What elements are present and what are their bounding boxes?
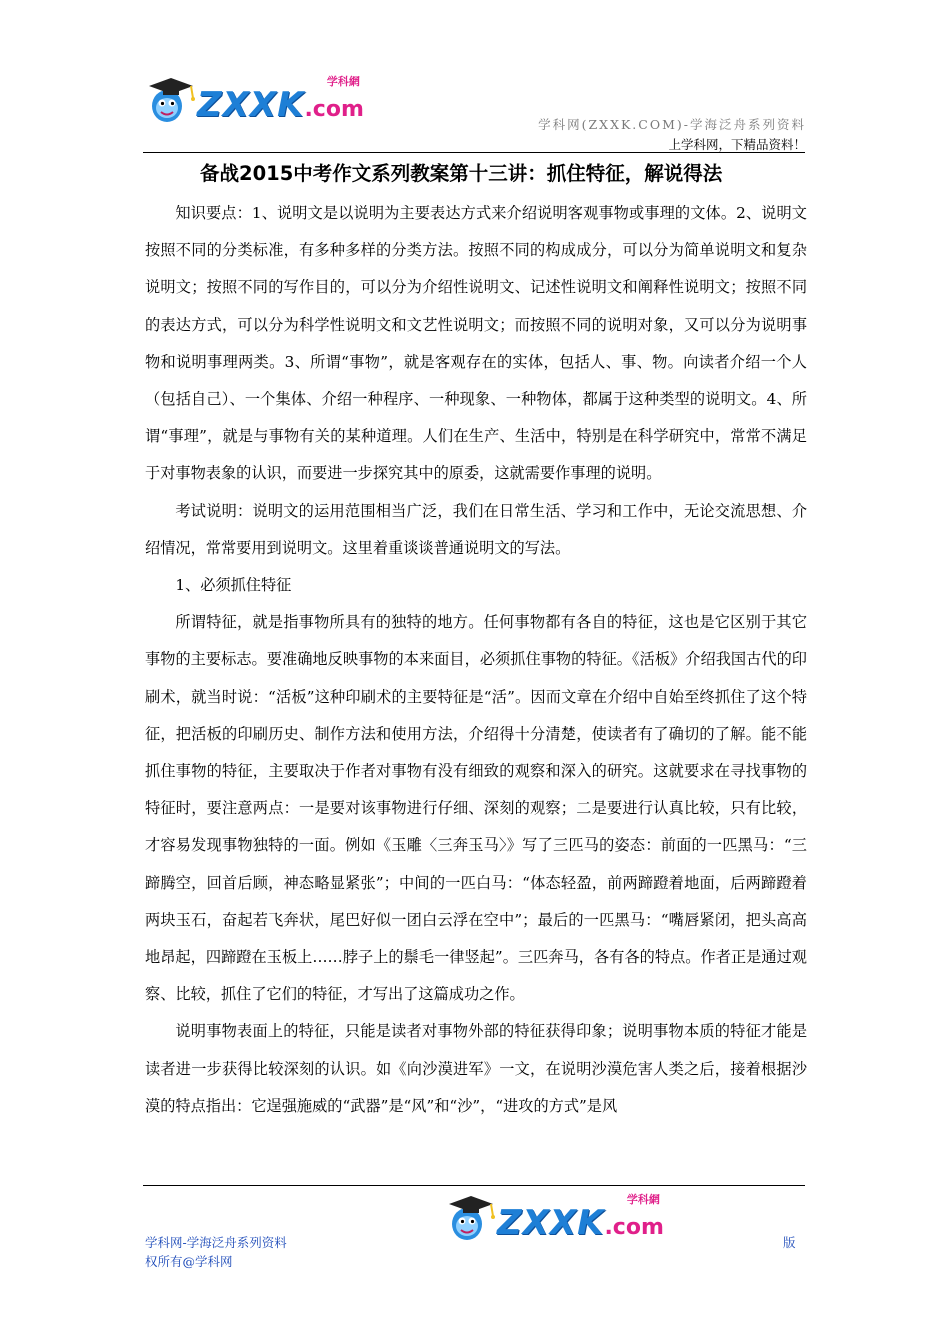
brand-wordmark (197, 75, 364, 125)
brand-zxxk-label: ZXXK (197, 85, 305, 125)
header-line1: 学科网(ZXXK.COM)-学海泛舟系列资料 (538, 117, 806, 132)
footer-right-text: 版 (783, 1235, 796, 1250)
brand-cn-label: 学科網 (326, 75, 360, 88)
site-logo (143, 70, 364, 128)
mascot-graduate-icon (443, 1188, 501, 1246)
footer-copyright (145, 1233, 287, 1271)
footer-divider (143, 1185, 805, 1186)
brand-com-label: .com (304, 97, 364, 122)
section-heading: 1、必须抓住特征 (175, 576, 292, 595)
header-line2: 上学科网，下精品资料！ (668, 137, 806, 152)
paragraph-characteristics: 所谓特征，就是指事物所具有的独特的地方。任何事物都有各自的特征，这也是它区别于其它事物的主要标志。要准确地反映事物的本来面目，必须抓住事物的特征。《活板》介绍我国古代的印刷术，就当时说：“活板”这种印刷术的主要特征是“活”。因而文章在介绍中自始至终抓住了这个特征，把活板的印刷历史、制作方法和使用方法，介绍得十分清楚，使读者有了确切的了解。能不能抓住事物的特征，主要取决于作者对事物有没有细致的观察和深入的研究。这就要求在寻找事物的特征时，要注意两点：一是要对该事物进行仔细、深刻的观察；二是要进行认真比较，只有比较，才容易发现事物独特的一面。例如《玉雕〈三奔玉马〉》写了三匹马的姿态：前面的一匹黑马：“三蹄腾空，回首后顾，神态略显紧张”；中间的一匹白马：“体态轻盈，前两蹄蹬着地面，后两蹄蹬着两块玉石，奋起若飞奔状，尾巴好似一团白云浮在空中”；最后的一匹黑马：“嘴唇紧闭，把头高高地昂起，四蹄蹬在玉板上……脖子上的鬃毛一律竖起”。三匹奔马，各有各的特点。作者正是通过观察、比较，抓住了它们的特征，才写出了这篇成功之作。 (145, 613, 807, 1004)
footer-line1: 学科网-学海泛舟系列资料 (145, 1235, 287, 1250)
paragraph-surface-features: 说明事物表面上的特征，只能是读者对事物外部的特征获得印象；说明事物本质的特征才能是读者进一步获得比较深刻的认识。如《向沙漠进军》一文，在说明沙漠危害人类之后，接着根据沙漠的特点指出：它逞强施威的“武器”是“风”和“沙”，“进攻的方式”是风 (145, 1022, 807, 1115)
header-divider (143, 152, 805, 153)
mascot-graduate-icon (143, 70, 201, 128)
brand-cn-label: 学科網 (626, 1193, 660, 1206)
brand-wordmark (497, 1193, 664, 1243)
footer-logo (443, 1188, 664, 1246)
footer-line2: 权所有@学科网 (145, 1254, 233, 1269)
page-title: 备战2015中考作文系列教案第十三讲：抓住特征，解说得法 (200, 162, 723, 185)
brand-zxxk-label: ZXXK (497, 1203, 605, 1243)
document-body (145, 195, 807, 1125)
paragraph-knowledge-points: 知识要点：1、说明文是以说明为主要表达方式来介绍说明客观事物或事理的文体。2、说明文按照不同的分类标准，有多种多样的分类方法。按照不同的构成成分，可以分为简单说明文和复杂说明文；按照不同的写作目的，可以分为介绍性说明文、记述性说明文和阐释性说明文；按照不同的表达方式，可以分为科学性说明文和文艺性说明文；而按照不同的说明对象，又可以分为说明事物和说明事理两类。3、所谓“事物”，就是客观存在的实体，包括人、事、物。向读者介绍一个人（包括自己）、一个集体、介绍一种程序、一种现象、一种物体，都属于这种类型的说明文。4、所谓“事理”，就是与事物有关的某种道理。人们在生产、生活中，特别是在科学研究中，常常不满足于对事物表象的认识，而要进一步探究其中的原委，这就需要作事理的说明。 (145, 204, 807, 483)
paragraph-exam-notes: 考试说明：说明文的运用范围相当广泛，我们在日常生活、学习和工作中，无论交流思想、介绍情况，常常要用到说明文。这里着重谈谈普通说明文的写法。 (145, 501, 807, 557)
brand-com-label: .com (604, 1215, 664, 1240)
header-info (538, 115, 806, 155)
